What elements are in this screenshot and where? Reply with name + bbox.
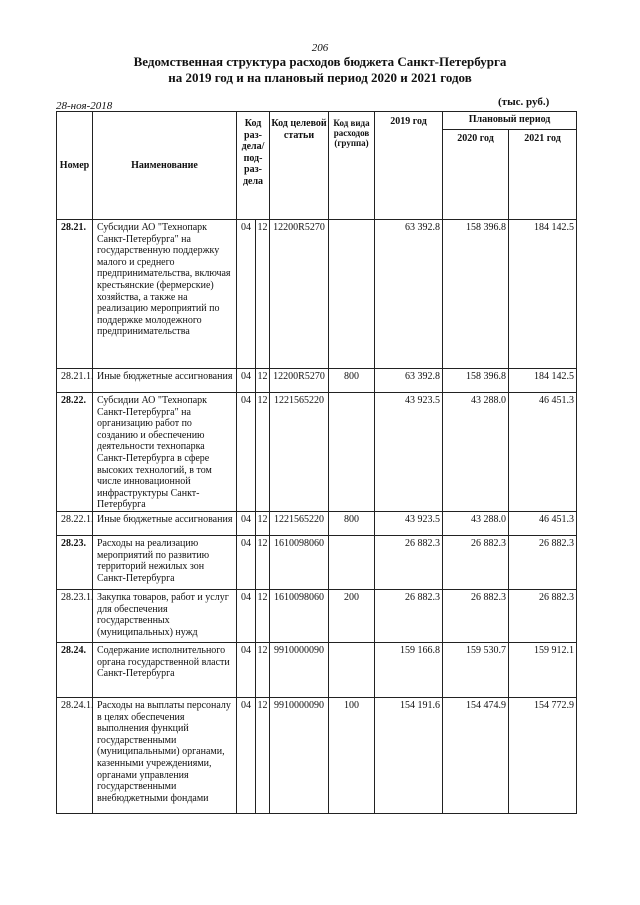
units-label: (тыс. руб.): [498, 96, 550, 108]
row-razdel: 04: [237, 642, 256, 697]
row-number: 28.21.: [57, 220, 93, 369]
row-vid: [329, 642, 375, 697]
row-name: Расходы на выплаты персоналу в целях обеспечения выполнения функций государственными (муниципальными) органами, казенными учреждениями, органами управления государственными внебюджетными фондами: [93, 697, 237, 813]
table-row: [57, 369, 577, 393]
row-value-2021: 159 912.1: [509, 642, 577, 697]
row-name: Расходы на реализацию мероприятий по развитию территорий нежилых зон Санкт-Петербурга: [93, 535, 237, 589]
header-kod-statyi: Код целевой статьи: [270, 112, 329, 220]
row-razdel: 04: [237, 393, 256, 512]
row-statya: 1221565220: [270, 393, 329, 512]
row-name: Содержание исполнительного органа государственной власти Санкт-Петербурга: [93, 642, 237, 697]
row-vid: 800: [329, 369, 375, 393]
row-value-2019: 63 392.8: [375, 220, 443, 369]
row-statya: 12200R5270: [270, 220, 329, 369]
row-value-2021: 26 882.3: [509, 589, 577, 642]
table-row: [57, 589, 577, 642]
row-razdel: 04: [237, 369, 256, 393]
budget-table: [56, 111, 577, 814]
title-line-1: Ведомственная структура расходов бюджета Санкт-Петербурга: [133, 54, 507, 69]
row-podrazdel: 12: [256, 220, 270, 369]
row-value-2019: 26 882.3: [375, 535, 443, 589]
row-podrazdel: 12: [256, 369, 270, 393]
row-name: Субсидии АО "Технопарк Санкт-Петербурга" на государственную поддержку малого и среднего предпринимательства, включая крестьянские (фермерские) хозяйства, а также на реализацию мероприятий по поддержке молодежного предпринимательства: [93, 220, 237, 369]
row-value-2020: 154 474.9: [443, 697, 509, 813]
row-razdel: 04: [237, 220, 256, 369]
row-statya: 1610098060: [270, 535, 329, 589]
table-row: [57, 697, 577, 813]
row-podrazdel: 12: [256, 642, 270, 697]
row-value-2019: 63 392.8: [375, 369, 443, 393]
row-vid: 200: [329, 589, 375, 642]
row-statya: 9910000090: [270, 697, 329, 813]
row-razdel: 04: [237, 535, 256, 589]
row-value-2021: 154 772.9: [509, 697, 577, 813]
row-number: 28.23.: [57, 535, 93, 589]
row-name: Иные бюджетные ассигнования: [93, 369, 237, 393]
row-podrazdel: 12: [256, 535, 270, 589]
row-name: Закупка товаров, работ и услуг для обеспечения государственных (муниципальных) нужд: [93, 589, 237, 642]
report-date: 28-ноя-2018: [56, 100, 113, 112]
header-naimenovanie: Наименование: [93, 112, 237, 220]
row-podrazdel: 12: [256, 697, 270, 813]
row-value-2020: 43 288.0: [443, 393, 509, 512]
header-kod-vida: Код вида расходов (группа): [329, 112, 375, 220]
header-2019: 2019 год: [375, 112, 443, 220]
page-number: 206: [311, 42, 329, 54]
row-podrazdel: 12: [256, 589, 270, 642]
row-razdel: 04: [237, 511, 256, 535]
row-vid: [329, 220, 375, 369]
row-value-2019: 43 923.5: [375, 511, 443, 535]
row-number: 28.24.: [57, 642, 93, 697]
row-value-2019: 26 882.3: [375, 589, 443, 642]
row-value-2019: 154 191.6: [375, 697, 443, 813]
row-vid: 800: [329, 511, 375, 535]
row-value-2020: 159 530.7: [443, 642, 509, 697]
header-2020: 2020 год: [443, 130, 509, 220]
row-value-2021: 46 451.3: [509, 393, 577, 512]
table-row: [57, 642, 577, 697]
row-vid: [329, 393, 375, 512]
table-row: [57, 393, 577, 512]
header-2021: 2021 год: [509, 130, 577, 220]
row-number: 28.22.: [57, 393, 93, 512]
row-value-2020: 158 396.8: [443, 369, 509, 393]
title-line-2: на 2019 год и на плановый период 2020 и 2021 годов: [168, 70, 472, 85]
row-value-2021: 184 142.5: [509, 220, 577, 369]
row-podrazdel: 12: [256, 511, 270, 535]
row-name: Субсидии АО "Технопарк Санкт-Петербурга" на организацию работ по созданию и обеспечению деятельности технопарка Санкт-Петербурга в сфере высоких технологий, в том числе инновационной инфраструктуры Санкт-Петербурга: [93, 393, 237, 512]
row-number: 28.21.1.: [57, 369, 93, 393]
table-row: [57, 511, 577, 535]
row-statya: 1221565220: [270, 511, 329, 535]
header-kod-razdela: Код раз-дела/ под-раз-дела: [237, 112, 270, 220]
row-value-2019: 43 923.5: [375, 393, 443, 512]
row-value-2020: 158 396.8: [443, 220, 509, 369]
row-statya: 9910000090: [270, 642, 329, 697]
table-row: [57, 220, 577, 369]
row-statya: 1610098060: [270, 589, 329, 642]
header-nomer: Номер: [57, 112, 93, 220]
row-value-2021: 184 142.5: [509, 369, 577, 393]
row-vid: 100: [329, 697, 375, 813]
row-value-2020: 43 288.0: [443, 511, 509, 535]
page-title: [40, 54, 600, 86]
row-name: Иные бюджетные ассигнования: [93, 511, 237, 535]
row-number: 28.22.1.: [57, 511, 93, 535]
row-value-2020: 26 882.3: [443, 589, 509, 642]
header-planovyi-period: Плановый период: [443, 112, 577, 130]
row-razdel: 04: [237, 697, 256, 813]
row-value-2021: 26 882.3: [509, 535, 577, 589]
table-row: [57, 535, 577, 589]
row-razdel: 04: [237, 589, 256, 642]
row-vid: [329, 535, 375, 589]
row-podrazdel: 12: [256, 393, 270, 512]
row-value-2021: 46 451.3: [509, 511, 577, 535]
row-statya: 12200R5270: [270, 369, 329, 393]
row-value-2019: 159 166.8: [375, 642, 443, 697]
row-number: 28.23.1.: [57, 589, 93, 642]
row-value-2020: 26 882.3: [443, 535, 509, 589]
row-number: 28.24.1.: [57, 697, 93, 813]
